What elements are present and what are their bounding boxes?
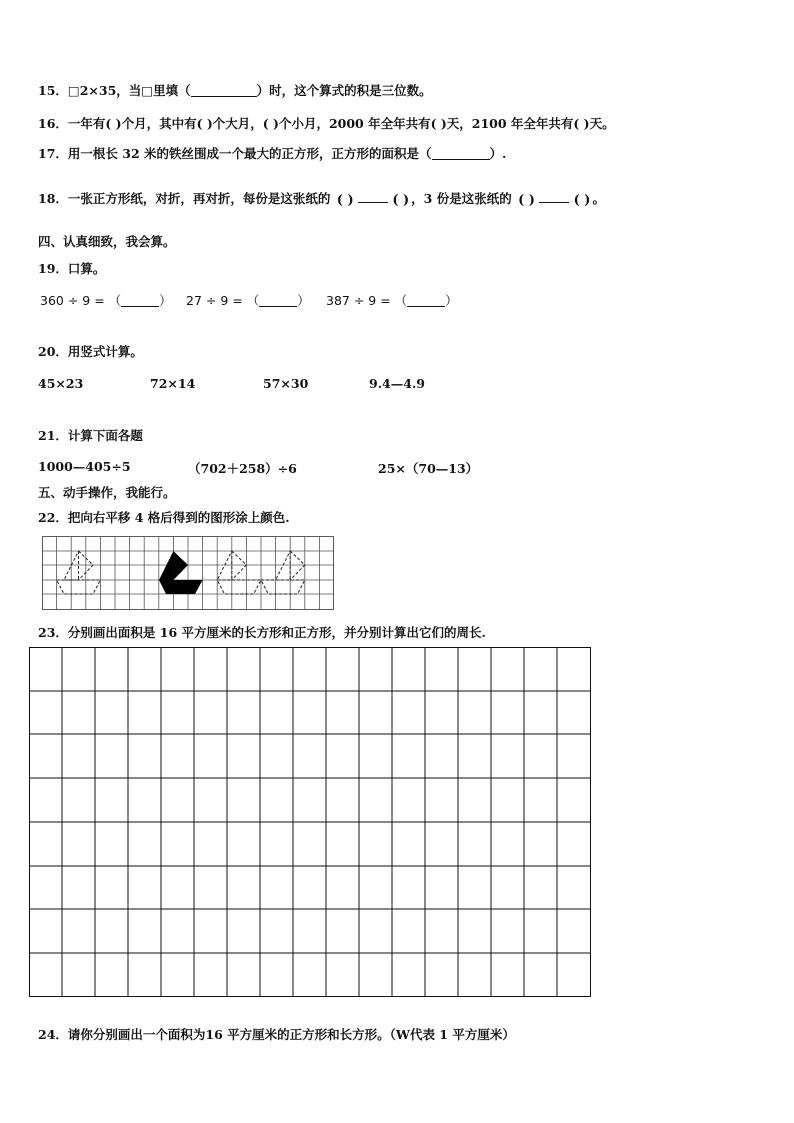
fraction-bar (358, 202, 388, 203)
question-19 (38, 261, 105, 277)
fraction-blank[interactable] (337, 178, 409, 222)
question-16 (38, 116, 615, 132)
question-23 (38, 625, 486, 641)
section-heading-5: 五、动手操作，我能行。 (38, 485, 176, 500)
vertical-calc-item: 9.4—4.9 (369, 376, 425, 391)
question-text: 。 (592, 191, 605, 206)
calc-expression: 387 ÷ 9 = （ (326, 293, 408, 308)
question-text: 分别画出面积是 16 平方厘米的长方形和正方形，并分别计算出它们的周长. (67, 625, 486, 640)
section-heading-4: 四、认真细致，我会算。 (38, 234, 176, 249)
question-text: 一年有( )个月，其中有( )个大月，( )个小月，2000 年全年共有( )天，2100 年全年共有( )天。 (67, 116, 615, 131)
question-title: 计算下面各题 (67, 428, 143, 443)
question-number: 20． (38, 344, 68, 359)
calc-expression: 360 ÷ 9 = （ (40, 293, 122, 308)
calc-close: ） (445, 293, 458, 308)
translation-grid[interactable] (42, 536, 336, 611)
vertical-calc-item: 57×30 (263, 376, 309, 391)
grid-lines (29, 647, 591, 997)
question-number: 23． (38, 625, 68, 640)
fraction-blank[interactable] (518, 178, 590, 222)
expression-item: 25×（70—13） (378, 461, 479, 476)
question-number: 17． (38, 146, 68, 161)
question-text: □2×35，当□里填（ (67, 83, 191, 98)
answer-blank[interactable] (432, 147, 490, 160)
filled-boat-icon (159, 551, 203, 594)
calc-close: ） (297, 293, 310, 308)
question-22 (38, 510, 290, 526)
question-number: 18． (38, 191, 68, 206)
oral-calc-item (186, 291, 310, 309)
question-18 (38, 177, 605, 221)
answer-blank[interactable] (259, 296, 297, 307)
question-number: 15． (38, 83, 68, 98)
question-21 (38, 428, 143, 444)
vertical-calc-item: 45×23 (38, 376, 84, 391)
calc-close: ） (159, 293, 172, 308)
question-title: 用竖式计算。 (67, 344, 143, 359)
fraction-bar (539, 202, 569, 203)
vertical-calc-item: 72×14 (150, 376, 196, 391)
calc-expression: 27 ÷ 9 = （ (186, 293, 260, 308)
fraction-numerator: ( ) (336, 192, 354, 208)
oral-calc-item (40, 291, 172, 309)
dashed-boat-icon (217, 551, 261, 594)
question-number: 21． (38, 428, 68, 443)
question-20 (38, 344, 143, 360)
answer-blank[interactable] (407, 296, 445, 307)
expression-item: （702＋258）÷6 (188, 461, 297, 476)
fraction-denominator: ( ) (573, 192, 591, 208)
question-number: 19． (38, 261, 68, 276)
answer-blank[interactable] (121, 296, 159, 307)
oral-calc-item (326, 291, 458, 309)
question-17 (38, 146, 506, 162)
dashed-boat-icon (261, 551, 305, 594)
fraction-denominator: ( ) (392, 192, 410, 208)
drawing-grid[interactable] (29, 647, 592, 998)
question-15 (38, 83, 432, 99)
question-number: 24． (38, 1027, 68, 1042)
question-text: 请你分别画出一个面积为16 平方厘米的正方形和长方形。（W代表 1 平方厘米） (67, 1027, 515, 1042)
question-text: 用一根长 32 米的铁丝围成一个最大的正方形，正方形的面积是（ (67, 146, 432, 161)
question-text: 一张正方形纸，对折，再对折，每份是这张纸的 (67, 191, 331, 206)
answer-blank[interactable] (191, 84, 257, 97)
question-title: 口算。 (67, 261, 106, 276)
question-text: ）时，这个算式的积是三位数。 (256, 83, 432, 98)
question-text: ）. (489, 146, 507, 161)
question-24 (38, 1027, 515, 1043)
question-text: 把向右平移 4 格后得到的图形涂上颜色. (67, 510, 290, 525)
question-text: ，3 份是这张纸的 (411, 191, 512, 206)
dashed-boat-icon (57, 551, 101, 594)
expression-item: 1000—405÷5 (38, 459, 131, 474)
fraction-numerator: ( ) (518, 192, 535, 208)
question-number: 22． (38, 510, 68, 525)
question-number: 16． (38, 116, 68, 131)
